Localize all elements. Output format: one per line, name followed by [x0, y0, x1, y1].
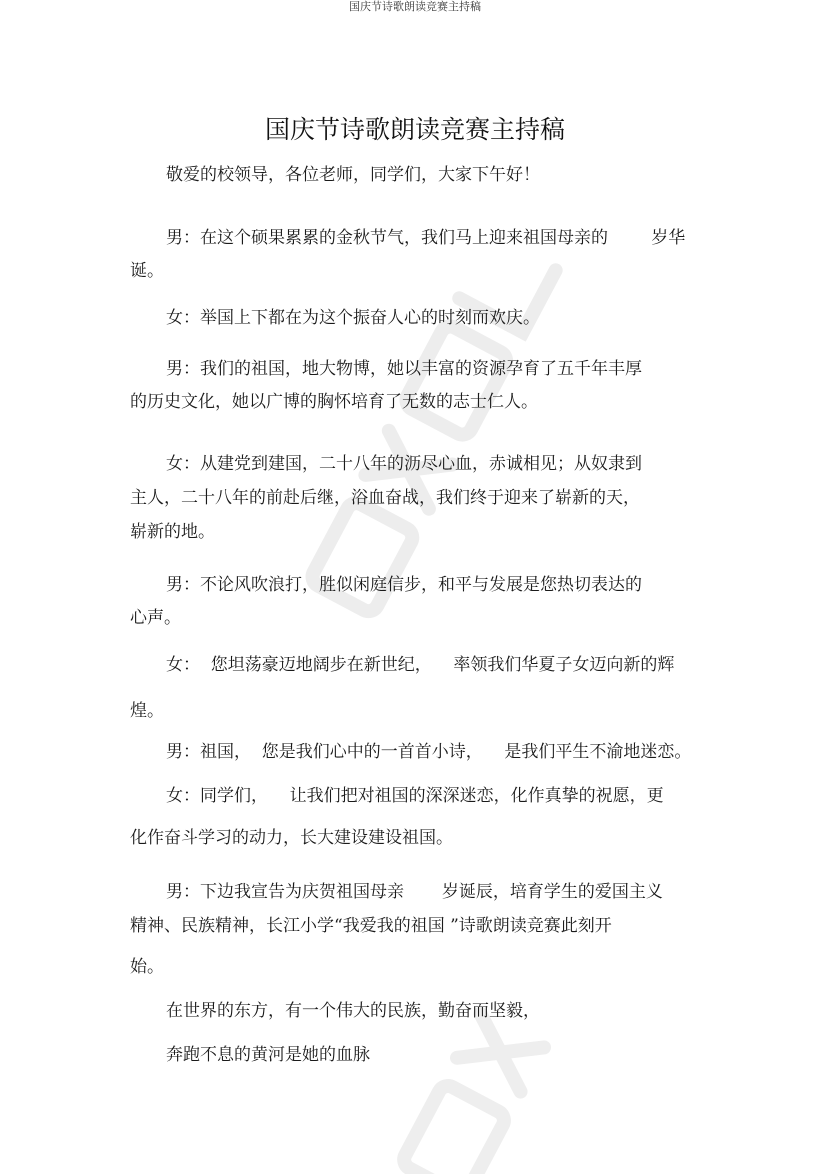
paragraph-line: 诞。 [130, 261, 164, 281]
paragraph-line: 男：不论风吹浪打，胜似闲庭信步，和平与发展是您热切表达的 [166, 575, 642, 595]
paragraph-line: 敬爱的校领导，各位老师，同学们，大家下午好！ [166, 165, 540, 185]
paragraph-line: 化作奋斗学习的动力，长大建设建设祖国。 [130, 828, 453, 848]
paragraph-line: 心声。 [130, 608, 181, 628]
paragraph-line: 女：同学们， 让我们把对祖国的深深迷恋，化作真挚的祝愿，更 [166, 786, 664, 806]
document-title: 国庆节诗歌朗读竞赛主持稿 [264, 115, 565, 144]
paragraph-line: 女：举国上下都在为这个振奋人心的时刻而欢庆。 [166, 308, 540, 328]
paragraph-line: 女：从建党到建国，二十八年的沥尽心血，赤诚相见；从奴隶到 [166, 454, 642, 474]
paragraph-line: 主人，二十八年的前赴后继，浴血奋战，我们终于迎来了崭新的天， [130, 488, 640, 508]
paragraph-line: 奔跑不息的黄河是她的血脉 [166, 1045, 370, 1065]
paragraph-line: 男：在这个硕果累累的金秋节气，我们马上迎来祖国母亲的 岁华 [166, 228, 686, 248]
paragraph-line: 在世界的东方，有一个伟大的民族，勤奋而坚毅， [166, 1001, 540, 1021]
paragraph-line: 女： 您坦荡豪迈地阔步在新世纪， 率领我们华夏子女迈向新的辉 [166, 655, 675, 675]
paragraph-line: 精神、民族精神，长江小学“我爱我的祖国 ”诗歌朗读竞赛此刻开 [130, 916, 612, 936]
running-header: 国庆节诗歌朗读竞赛主持稿 [349, 0, 481, 13]
paragraph-line: 男：我们的祖国，地大物博，她以丰富的资源孕育了五千年丰厚 [166, 359, 642, 379]
paragraph-line: 男：祖国， 您是我们心中的一首首小诗， 是我们平生不渝地迷恋。 [166, 742, 692, 762]
paragraph-line: 男：下边我宣告为庆贺祖国母亲 岁诞辰，培育学生的爱国主义 [166, 882, 663, 902]
paragraph-line: 崭新的地。 [130, 522, 215, 542]
paragraph-line: 的历史文化，她以广博的胸怀培育了无数的志士仁人。 [130, 392, 538, 412]
paragraph-line: 煌。 [130, 701, 164, 721]
paragraph-line: 始。 [130, 957, 164, 977]
